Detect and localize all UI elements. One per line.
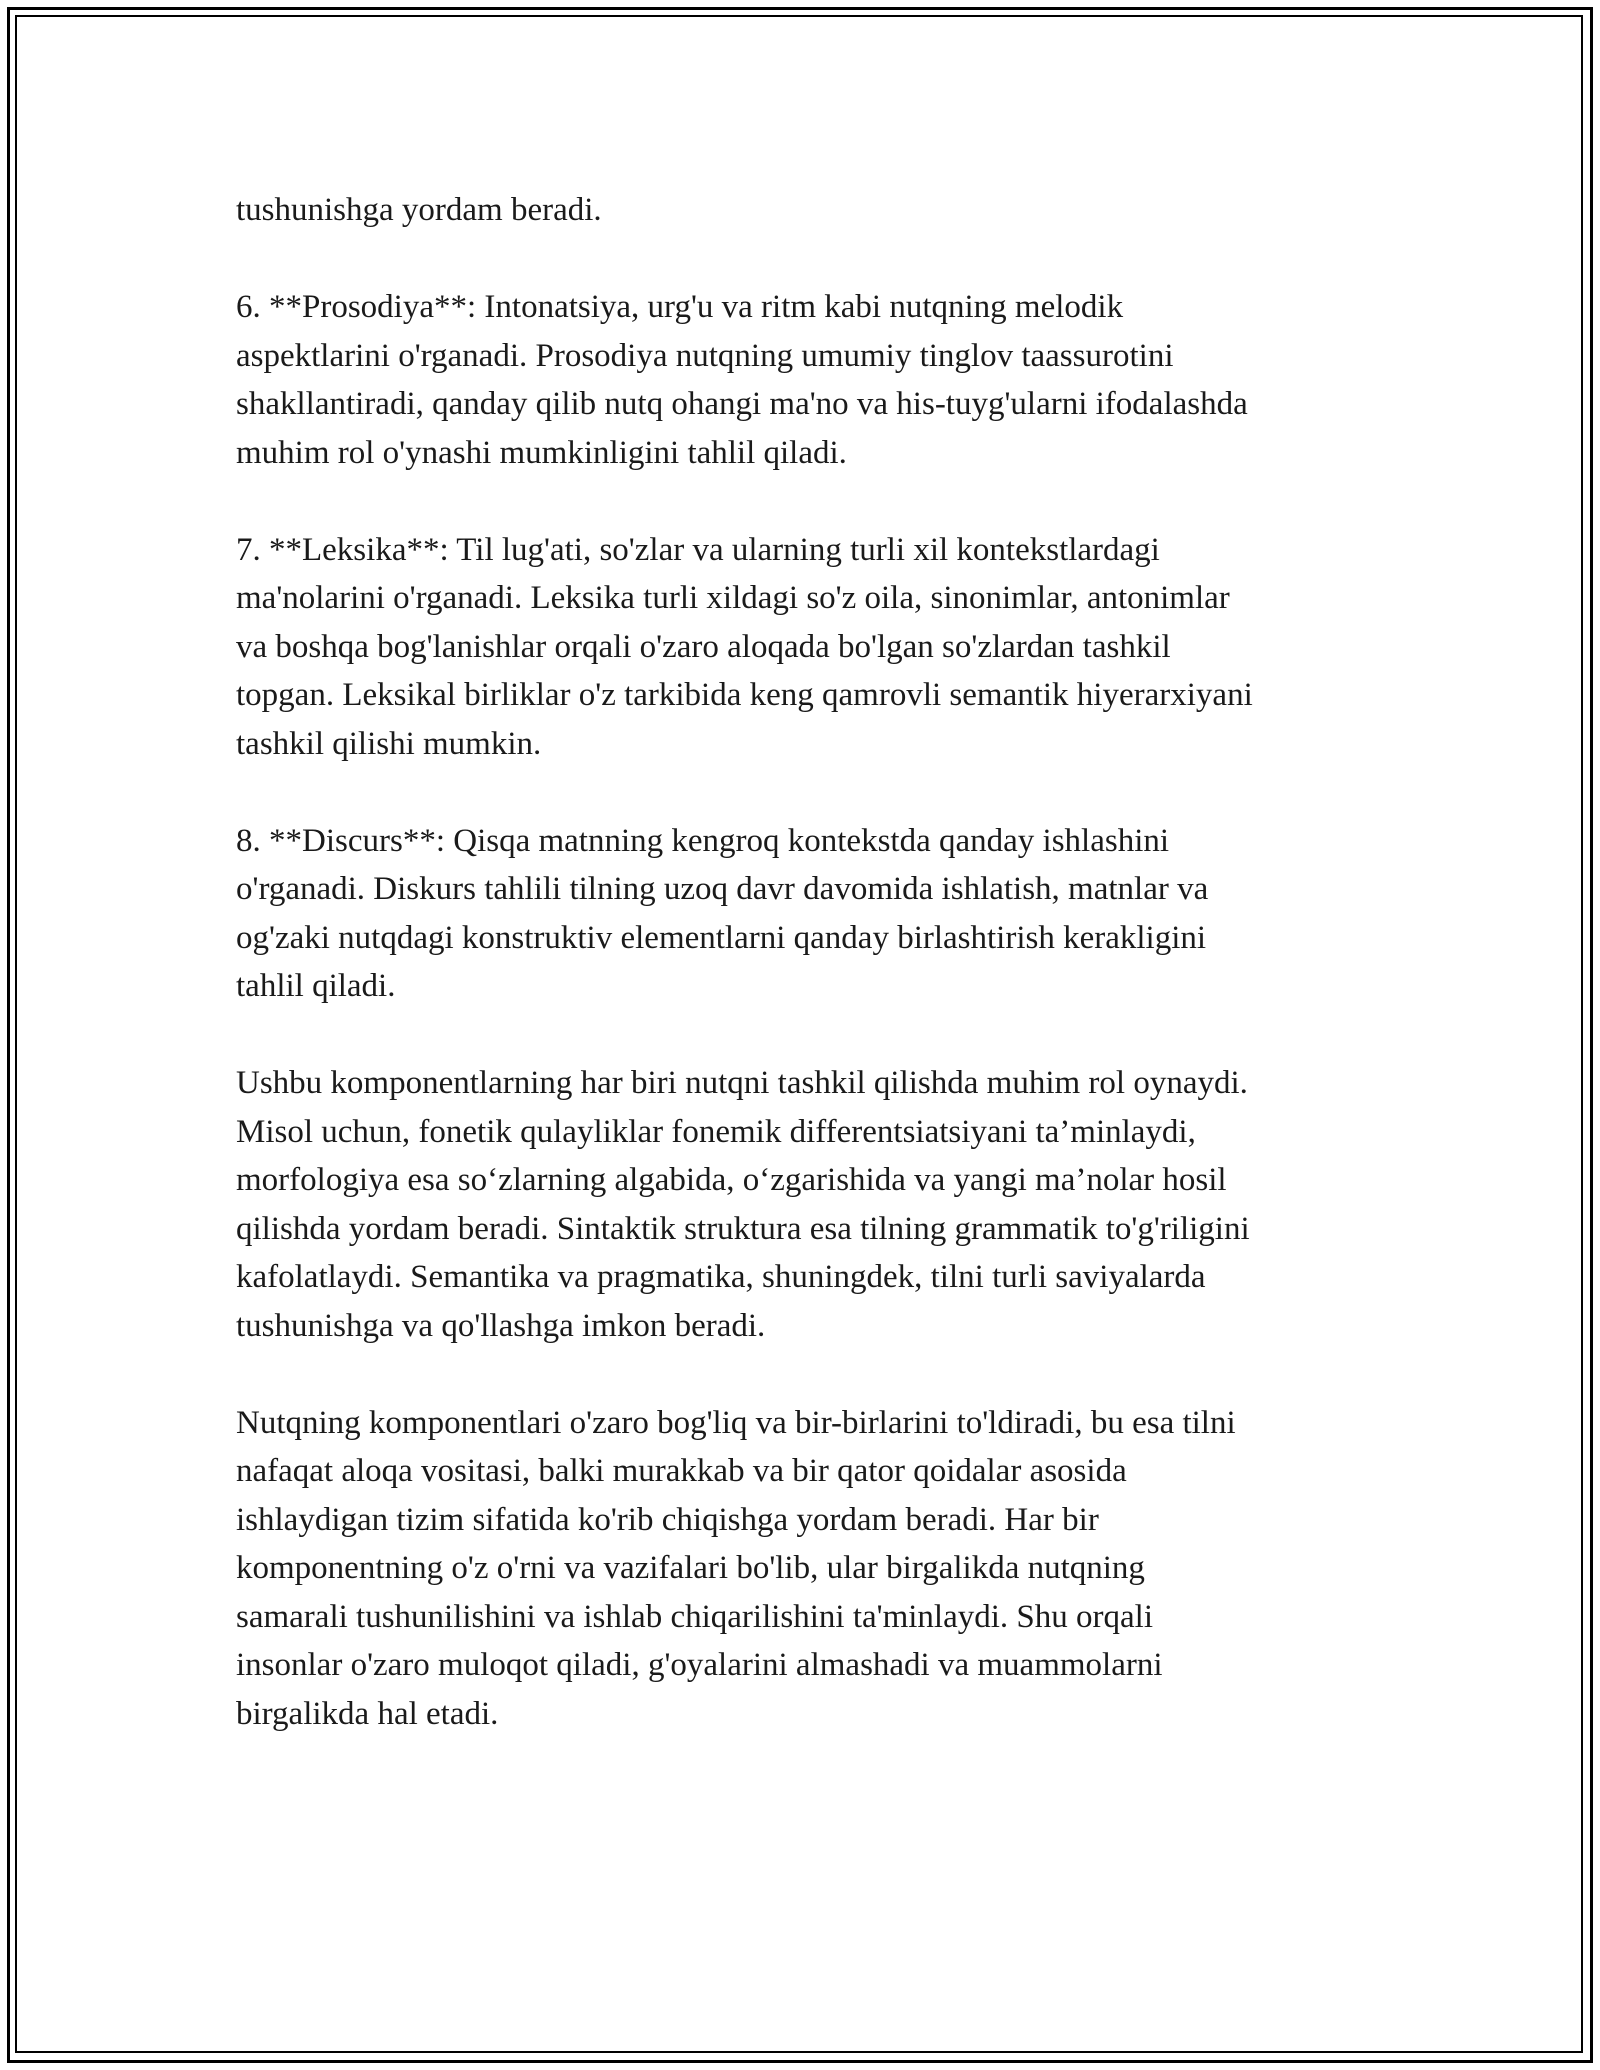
text-line: og'zaki nutqdagi konstruktiv elementlarni qanday birlashtirish kerakligini <box>236 919 1207 956</box>
text-line: tushunishga yordam beradi. <box>236 192 602 228</box>
text-line: tushunishga va qo'llashga imkon beradi. <box>236 1307 766 1344</box>
paragraph-prosodiya <box>236 283 1376 477</box>
text-line: shakllantiradi, qanday qilib nutq ohangi ma'no va his-tuyg'ularni ifodalashda <box>236 386 1248 422</box>
text-line: ishlaydigan tizim sifatida ko'rib chiqishga yordam beradi. Har bir <box>236 1501 1099 1538</box>
text-line: va boshqa bog'lanishlar orqali o'zaro aloqada bo'lgan so'zlardan tashkil <box>236 628 1171 665</box>
text-line: kafolatlaydi. Semantika va pragmatika, shuningdek, tilni turli saviyalarda <box>236 1259 1206 1295</box>
text-line: insonlar o'zaro muloqot qiladi, g'oyalarini almashadi va muammolarni <box>236 1647 1163 1683</box>
text-line: o'rganadi. Diskurs tahlili tilning uzoq davr davomida ishlatish, matnlar va <box>236 871 1209 907</box>
text-line: muhim rol o'ynashi mumkinligini tahlil qiladi. <box>236 434 847 471</box>
text-line: morfologiya esa so‘zlarning algabida, o‘zgarishida va yangi ma’nolar hosil <box>236 1162 1227 1198</box>
text-line: tahlil qiladi. <box>236 968 396 1004</box>
paragraph-leksika <box>236 526 1376 769</box>
text-line: nafaqat aloqa vositasi, balki murakkab va bir qator qoidalar asosida <box>236 1453 1127 1489</box>
paragraph-discurs <box>236 817 1376 1011</box>
text-line: Ushbu komponentlarning har biri nutqni tashkil qilishda muhim rol oynaydi. <box>236 1065 1248 1101</box>
paragraph-summary <box>236 1059 1376 1350</box>
text-line: samarali tushunilishini va ishlab chiqarilishini ta'minlaydi. Shu orqali <box>236 1598 1153 1635</box>
text-line: ma'nolarini o'rganadi. Leksika turli xildagi so'z oila, sinonimlar, antonimlar <box>236 580 1230 616</box>
text-line: aspektlarini o'rganadi. Prosodiya nutqning umumiy tinglov taassurotini <box>236 337 1174 374</box>
text-line: 8. **Discurs**: Qisqa matnning kengroq kontekstda qanday ishlashini <box>236 822 1170 859</box>
text-line: tashkil qilishi mumkin. <box>236 725 542 762</box>
text-line: 6. **Prosodiya**: Intonatsiya, urg'u va ritm kabi nutqning melodik <box>236 289 1124 325</box>
text-line: 7. **Leksika**: Til lug'ati, so'zlar va ularning turli xil kontekstlardagi <box>236 531 1160 568</box>
text-line: Nutqning komponentlari o'zaro bog'liq va bir-birlarini to'ldiradi, bu esa tilni <box>236 1404 1236 1441</box>
paragraph-conclusion <box>236 1399 1376 1739</box>
text-line: topgan. Leksikal birliklar o'z tarkibida keng qamrovli semantik hiyerarxiyani <box>236 677 1253 713</box>
text-line: birgalikda hal etadi. <box>236 1695 499 1732</box>
text-line: komponentning o'z o'rni va vazifalari bo'lib, ular birgalikda nutqning <box>236 1550 1145 1586</box>
text-line: qilishda yordam beradi. Sintaktik struktura esa tilning grammatik to'g'riligini <box>236 1210 1250 1247</box>
document-body <box>236 186 1376 1787</box>
text-line: Misol uchun, fonetik qulayliklar fonemik differentsiatsiyani ta’minlaydi, <box>236 1113 1196 1150</box>
paragraph-continuation <box>236 186 1376 235</box>
